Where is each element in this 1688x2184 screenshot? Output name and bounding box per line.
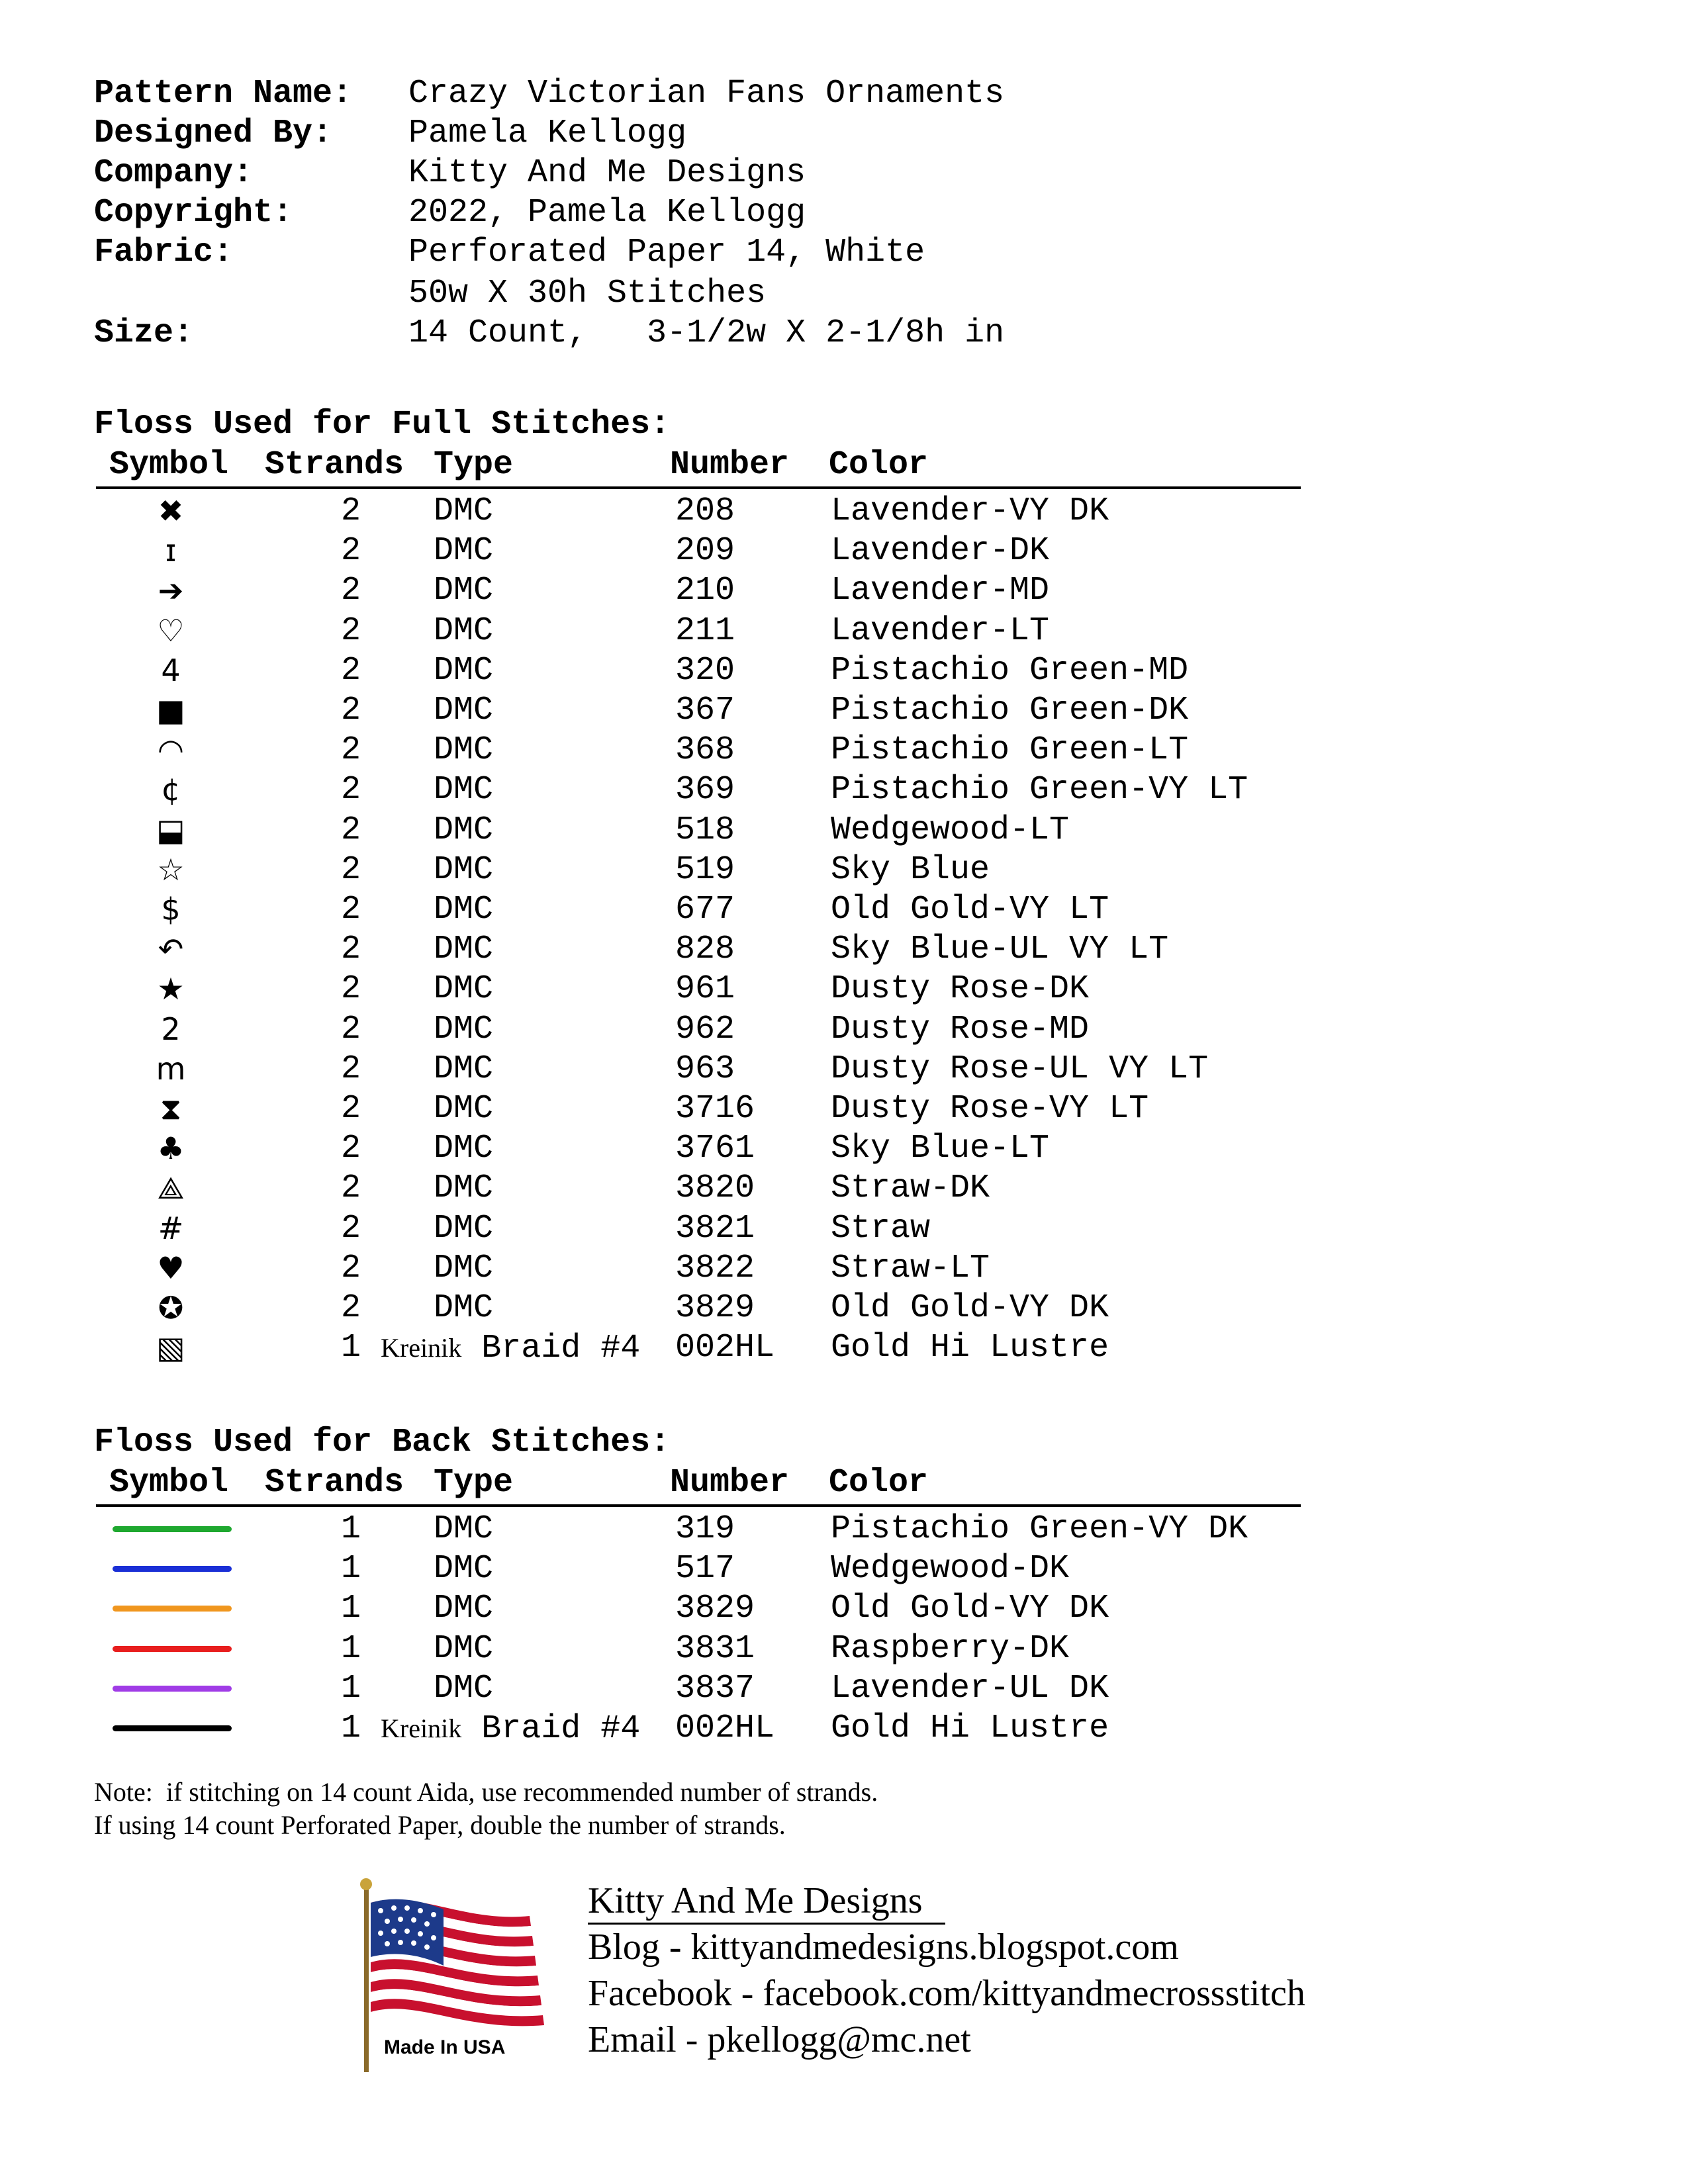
full-row xyxy=(0,531,1688,571)
strands-value: 2 xyxy=(340,970,361,1009)
number-value: 3829 xyxy=(675,1590,755,1628)
color-value: Old Gold-VY LT xyxy=(831,891,1109,929)
type-value xyxy=(381,1328,640,1369)
full-row xyxy=(0,1168,1688,1208)
two-icon: 2 xyxy=(161,1011,181,1047)
number-value: 208 xyxy=(675,492,735,530)
type-brand: Kreinik xyxy=(381,1713,462,1743)
col-type: Type xyxy=(434,446,514,484)
fan-quarter-icon: ◠ xyxy=(157,732,185,768)
company-row xyxy=(94,154,806,193)
u-turn-arrow-icon: ↶ xyxy=(158,931,184,968)
type-value: DMC xyxy=(434,1209,494,1248)
back-col-color: Color xyxy=(829,1464,929,1502)
color-value: Dusty Rose-MD xyxy=(831,1010,1090,1048)
strands-value: 2 xyxy=(340,612,361,650)
number-value: 320 xyxy=(675,651,735,690)
strands-value: 2 xyxy=(340,731,361,770)
col-number: Number xyxy=(670,446,790,484)
email-link[interactable]: Email - pkellogg@mc.net xyxy=(588,2019,971,2060)
number-value: 002HL xyxy=(675,1709,775,1747)
m-icon: m xyxy=(156,1050,186,1087)
copyright-value: 2022, Pamela Kellogg xyxy=(408,194,806,232)
type-value: DMC xyxy=(434,1590,494,1628)
designed-by-label: Designed By: xyxy=(94,114,333,152)
full-row xyxy=(0,1328,1688,1368)
number-value: 828 xyxy=(675,931,735,969)
heavy-x-icon: ✖ xyxy=(158,493,184,529)
color-value: Dusty Rose-UL VY LT xyxy=(831,1050,1209,1088)
strands-value: 2 xyxy=(340,1050,361,1088)
backstitch-line-icon xyxy=(113,1526,232,1532)
circled-star-icon: ✪ xyxy=(158,1290,184,1326)
back-row xyxy=(0,1668,1688,1709)
number-value: 677 xyxy=(675,891,735,929)
full-row xyxy=(0,1089,1688,1129)
back-row xyxy=(0,1708,1688,1749)
pattern-name-value: Crazy Victorian Fans Ornaments xyxy=(408,75,1005,113)
right-arrow-icon: ➔ xyxy=(158,572,184,609)
color-value: Old Gold-VY DK xyxy=(831,1590,1109,1628)
full-header-rule xyxy=(96,486,1301,489)
backstitch-line-icon xyxy=(113,1566,232,1572)
full-stitches-title: Floss Used for Full Stitches: xyxy=(94,406,671,443)
size-label: Size: xyxy=(94,314,194,352)
full-row xyxy=(0,1128,1688,1169)
strands-value: 1 xyxy=(340,1590,361,1628)
number-value: 209 xyxy=(675,532,735,570)
strands-value: 1 xyxy=(340,1510,361,1548)
type-value: DMC xyxy=(434,1550,494,1588)
backstitch-line-icon xyxy=(113,1725,232,1731)
strands-value: 2 xyxy=(340,1249,361,1287)
back-col-number: Number xyxy=(670,1464,790,1502)
company-value: Kitty And Me Designs xyxy=(408,154,806,192)
type-value: DMC xyxy=(434,692,494,729)
color-value: Wedgewood-LT xyxy=(831,811,1070,849)
pattern-name-row xyxy=(94,74,1005,114)
back-row xyxy=(0,1629,1688,1669)
color-value: Sky Blue xyxy=(831,850,990,889)
color-value: Gold Hi Lustre xyxy=(831,1329,1109,1367)
fabric-label: Fabric: xyxy=(94,234,234,271)
number-value: 3837 xyxy=(675,1669,755,1707)
color-value: Pistachio Green-DK xyxy=(831,692,1189,729)
type-value: DMC xyxy=(434,970,494,1009)
back-row xyxy=(0,1509,1688,1549)
strands-value: 2 xyxy=(340,651,361,690)
number-value: 3829 xyxy=(675,1289,755,1327)
strands-value: 2 xyxy=(340,931,361,969)
flag-caption: Made In USA xyxy=(384,2036,506,2058)
full-row xyxy=(0,770,1688,810)
color-value: Old Gold-VY DK xyxy=(831,1289,1109,1327)
full-row xyxy=(0,929,1688,970)
type-value: DMC xyxy=(434,1629,494,1668)
number-value: 211 xyxy=(675,612,735,650)
full-row xyxy=(0,1288,1688,1328)
full-row xyxy=(0,969,1688,1009)
backstitch-line-icon xyxy=(113,1646,232,1652)
size-row xyxy=(94,314,1005,353)
type-value: DMC xyxy=(434,1169,494,1208)
color-value: Lavender-VY DK xyxy=(831,492,1109,530)
dollar-icon: $ xyxy=(161,891,181,927)
designed-by-value: Pamela Kellogg xyxy=(408,114,687,152)
type-value: DMC xyxy=(434,1130,494,1168)
color-value: Dusty Rose-DK xyxy=(831,970,1090,1009)
heart-filled-icon: ♥ xyxy=(157,1250,185,1286)
color-value: Sky Blue-UL VY LT xyxy=(831,931,1169,969)
strands-value: 2 xyxy=(340,850,361,889)
color-value: Raspberry-DK xyxy=(831,1629,1070,1668)
number-value: 369 xyxy=(675,771,735,809)
number-value: 368 xyxy=(675,731,735,770)
half-filled-square-icon: ⬓ xyxy=(156,811,185,848)
number-value: 963 xyxy=(675,1050,735,1088)
col-symbol: Symbol xyxy=(109,446,229,484)
color-value: Gold Hi Lustre xyxy=(831,1709,1109,1747)
full-row xyxy=(0,491,1688,531)
full-row xyxy=(0,1208,1688,1249)
full-row xyxy=(0,690,1688,731)
nested-triangle-icon: ⟁ xyxy=(157,1170,185,1206)
number-value: 518 xyxy=(675,811,735,849)
color-value: Lavender-MD xyxy=(831,572,1050,610)
fabric-row xyxy=(94,233,925,273)
strands-value: 2 xyxy=(340,1209,361,1248)
color-value: Straw xyxy=(831,1209,931,1248)
color-value: Lavender-DK xyxy=(831,532,1050,570)
strands-value: 2 xyxy=(340,771,361,809)
type-value: DMC xyxy=(434,612,494,650)
type-value: DMC xyxy=(434,492,494,530)
color-value: Lavender-UL DK xyxy=(831,1669,1109,1707)
heart-outline-icon: ♡ xyxy=(157,612,185,649)
strands-value: 2 xyxy=(340,1010,361,1048)
color-value: Sky Blue-LT xyxy=(831,1130,1050,1168)
type-value: DMC xyxy=(434,572,494,610)
strands-value: 1 xyxy=(340,1669,361,1707)
col-color: Color xyxy=(829,446,929,484)
type-value: DMC xyxy=(434,1249,494,1287)
back-header-rule xyxy=(96,1504,1301,1507)
type-value xyxy=(381,1708,640,1749)
type-value: DMC xyxy=(434,891,494,929)
full-row xyxy=(0,889,1688,930)
back-row xyxy=(0,1549,1688,1589)
hatched-square-icon: ▧ xyxy=(156,1330,185,1366)
facebook-link[interactable]: Facebook - facebook.com/kittyandmecrossstitch xyxy=(588,1973,1305,2014)
full-row xyxy=(0,651,1688,691)
copyright-row xyxy=(94,193,806,233)
type-value: DMC xyxy=(434,1050,494,1088)
number-value: 961 xyxy=(675,970,735,1009)
strands-value: 2 xyxy=(340,1169,361,1208)
back-row xyxy=(0,1588,1688,1629)
color-value: Pistachio Green-VY LT xyxy=(831,771,1248,809)
number-value: 517 xyxy=(675,1550,735,1588)
color-value: Pistachio Green-MD xyxy=(831,651,1189,690)
cent-icon: ¢ xyxy=(161,772,181,808)
type-value: DMC xyxy=(434,931,494,969)
back-col-symbol: Symbol xyxy=(109,1464,229,1502)
back-stitches-title: Floss Used for Back Stitches: xyxy=(94,1424,671,1461)
type-value: DMC xyxy=(434,1010,494,1048)
full-row xyxy=(0,850,1688,890)
copyright-label: Copyright: xyxy=(94,194,293,232)
number-value: 3716 xyxy=(675,1090,755,1128)
flag-icon xyxy=(357,1876,549,2075)
strands-value: 2 xyxy=(340,572,361,610)
color-value: Pistachio Green-VY DK xyxy=(831,1510,1248,1548)
strands-value: 1 xyxy=(340,1329,361,1367)
number-value: 367 xyxy=(675,692,735,729)
number-value: 3831 xyxy=(675,1629,755,1668)
type-value: DMC xyxy=(434,651,494,690)
blog-link[interactable]: Blog - kittyandmedesigns.blogspot.com xyxy=(588,1927,1179,1968)
strands-value: 2 xyxy=(340,891,361,929)
type-value: DMC xyxy=(434,1510,494,1548)
full-row xyxy=(0,570,1688,611)
strands-value: 2 xyxy=(340,1289,361,1327)
made-in-usa-flag xyxy=(357,1876,549,2075)
strands-value: 2 xyxy=(340,1090,361,1128)
strands-value: 1 xyxy=(340,1709,361,1747)
star-outline-icon: ☆ xyxy=(157,851,185,887)
type-value: DMC xyxy=(434,1090,494,1128)
note-line-1: Note: if stitching on 14 count Aida, use recommended number of strands. xyxy=(94,1777,878,1807)
color-value: Straw-LT xyxy=(831,1249,990,1287)
fabric-value: Perforated Paper 14, White xyxy=(408,234,925,271)
type-value: DMC xyxy=(434,532,494,570)
color-value: Lavender-LT xyxy=(831,612,1050,650)
size-value: 14 Count, 3-1/2w X 2-1/8h in xyxy=(408,314,1005,352)
full-row xyxy=(0,1248,1688,1289)
i-beam-icon: ɪ xyxy=(165,533,177,569)
number-value: 210 xyxy=(675,572,735,610)
stitches-value: 50w X 30h Stitches xyxy=(408,275,767,312)
full-row xyxy=(0,1049,1688,1089)
number-value: 002HL xyxy=(675,1329,775,1367)
strands-value: 1 xyxy=(340,1550,361,1588)
color-value: Dusty Rose-VY LT xyxy=(831,1090,1149,1128)
type-value: DMC xyxy=(434,731,494,770)
number-value: 3821 xyxy=(675,1209,755,1248)
col-strands: Strands xyxy=(265,446,404,484)
strands-value: 2 xyxy=(340,692,361,729)
full-row xyxy=(0,1009,1688,1050)
number-value: 519 xyxy=(675,850,735,889)
hash-icon: # xyxy=(158,1210,184,1246)
company-label: Company: xyxy=(94,154,254,192)
club-icon: ♣ xyxy=(157,1130,185,1167)
type-name: Braid #4 xyxy=(481,1330,641,1368)
designed-by-row xyxy=(94,114,687,154)
number-value: 3822 xyxy=(675,1249,755,1287)
type-value: DMC xyxy=(434,850,494,889)
stitches-row xyxy=(94,274,767,314)
type-value: DMC xyxy=(434,811,494,849)
color-value: Straw-DK xyxy=(831,1169,990,1208)
back-col-type: Type xyxy=(434,1464,514,1502)
full-row xyxy=(0,730,1688,770)
strands-value: 2 xyxy=(340,1130,361,1168)
strands-value: 2 xyxy=(340,811,361,849)
hourglass-icon: ⧗ xyxy=(160,1091,182,1126)
full-row xyxy=(0,810,1688,850)
filled-square-icon: ■ xyxy=(156,692,185,728)
four-icon: 4 xyxy=(161,652,181,688)
backstitch-line-icon xyxy=(113,1606,232,1612)
color-value: Pistachio Green-LT xyxy=(831,731,1189,770)
type-brand: Kreinik xyxy=(381,1333,462,1363)
color-value: Wedgewood-DK xyxy=(831,1550,1070,1588)
full-row xyxy=(0,611,1688,651)
company-name: Kitty And Me Designs xyxy=(588,1880,923,1921)
number-value: 3820 xyxy=(675,1169,755,1208)
type-value: DMC xyxy=(434,771,494,809)
pattern-name-label: Pattern Name: xyxy=(94,75,353,113)
star-filled-icon: ★ xyxy=(157,971,185,1007)
backstitch-line-icon xyxy=(113,1686,232,1692)
strands-value: 2 xyxy=(340,532,361,570)
strands-value: 2 xyxy=(340,492,361,530)
type-value: DMC xyxy=(434,1669,494,1707)
number-value: 319 xyxy=(675,1510,735,1548)
note-line-2: If using 14 count Perforated Paper, double the number of strands. xyxy=(94,1810,786,1840)
type-value: DMC xyxy=(434,1289,494,1327)
back-col-strands: Strands xyxy=(265,1464,404,1502)
strands-value: 1 xyxy=(340,1629,361,1668)
number-value: 962 xyxy=(675,1010,735,1048)
number-value: 3761 xyxy=(675,1130,755,1168)
type-name: Braid #4 xyxy=(481,1710,641,1748)
